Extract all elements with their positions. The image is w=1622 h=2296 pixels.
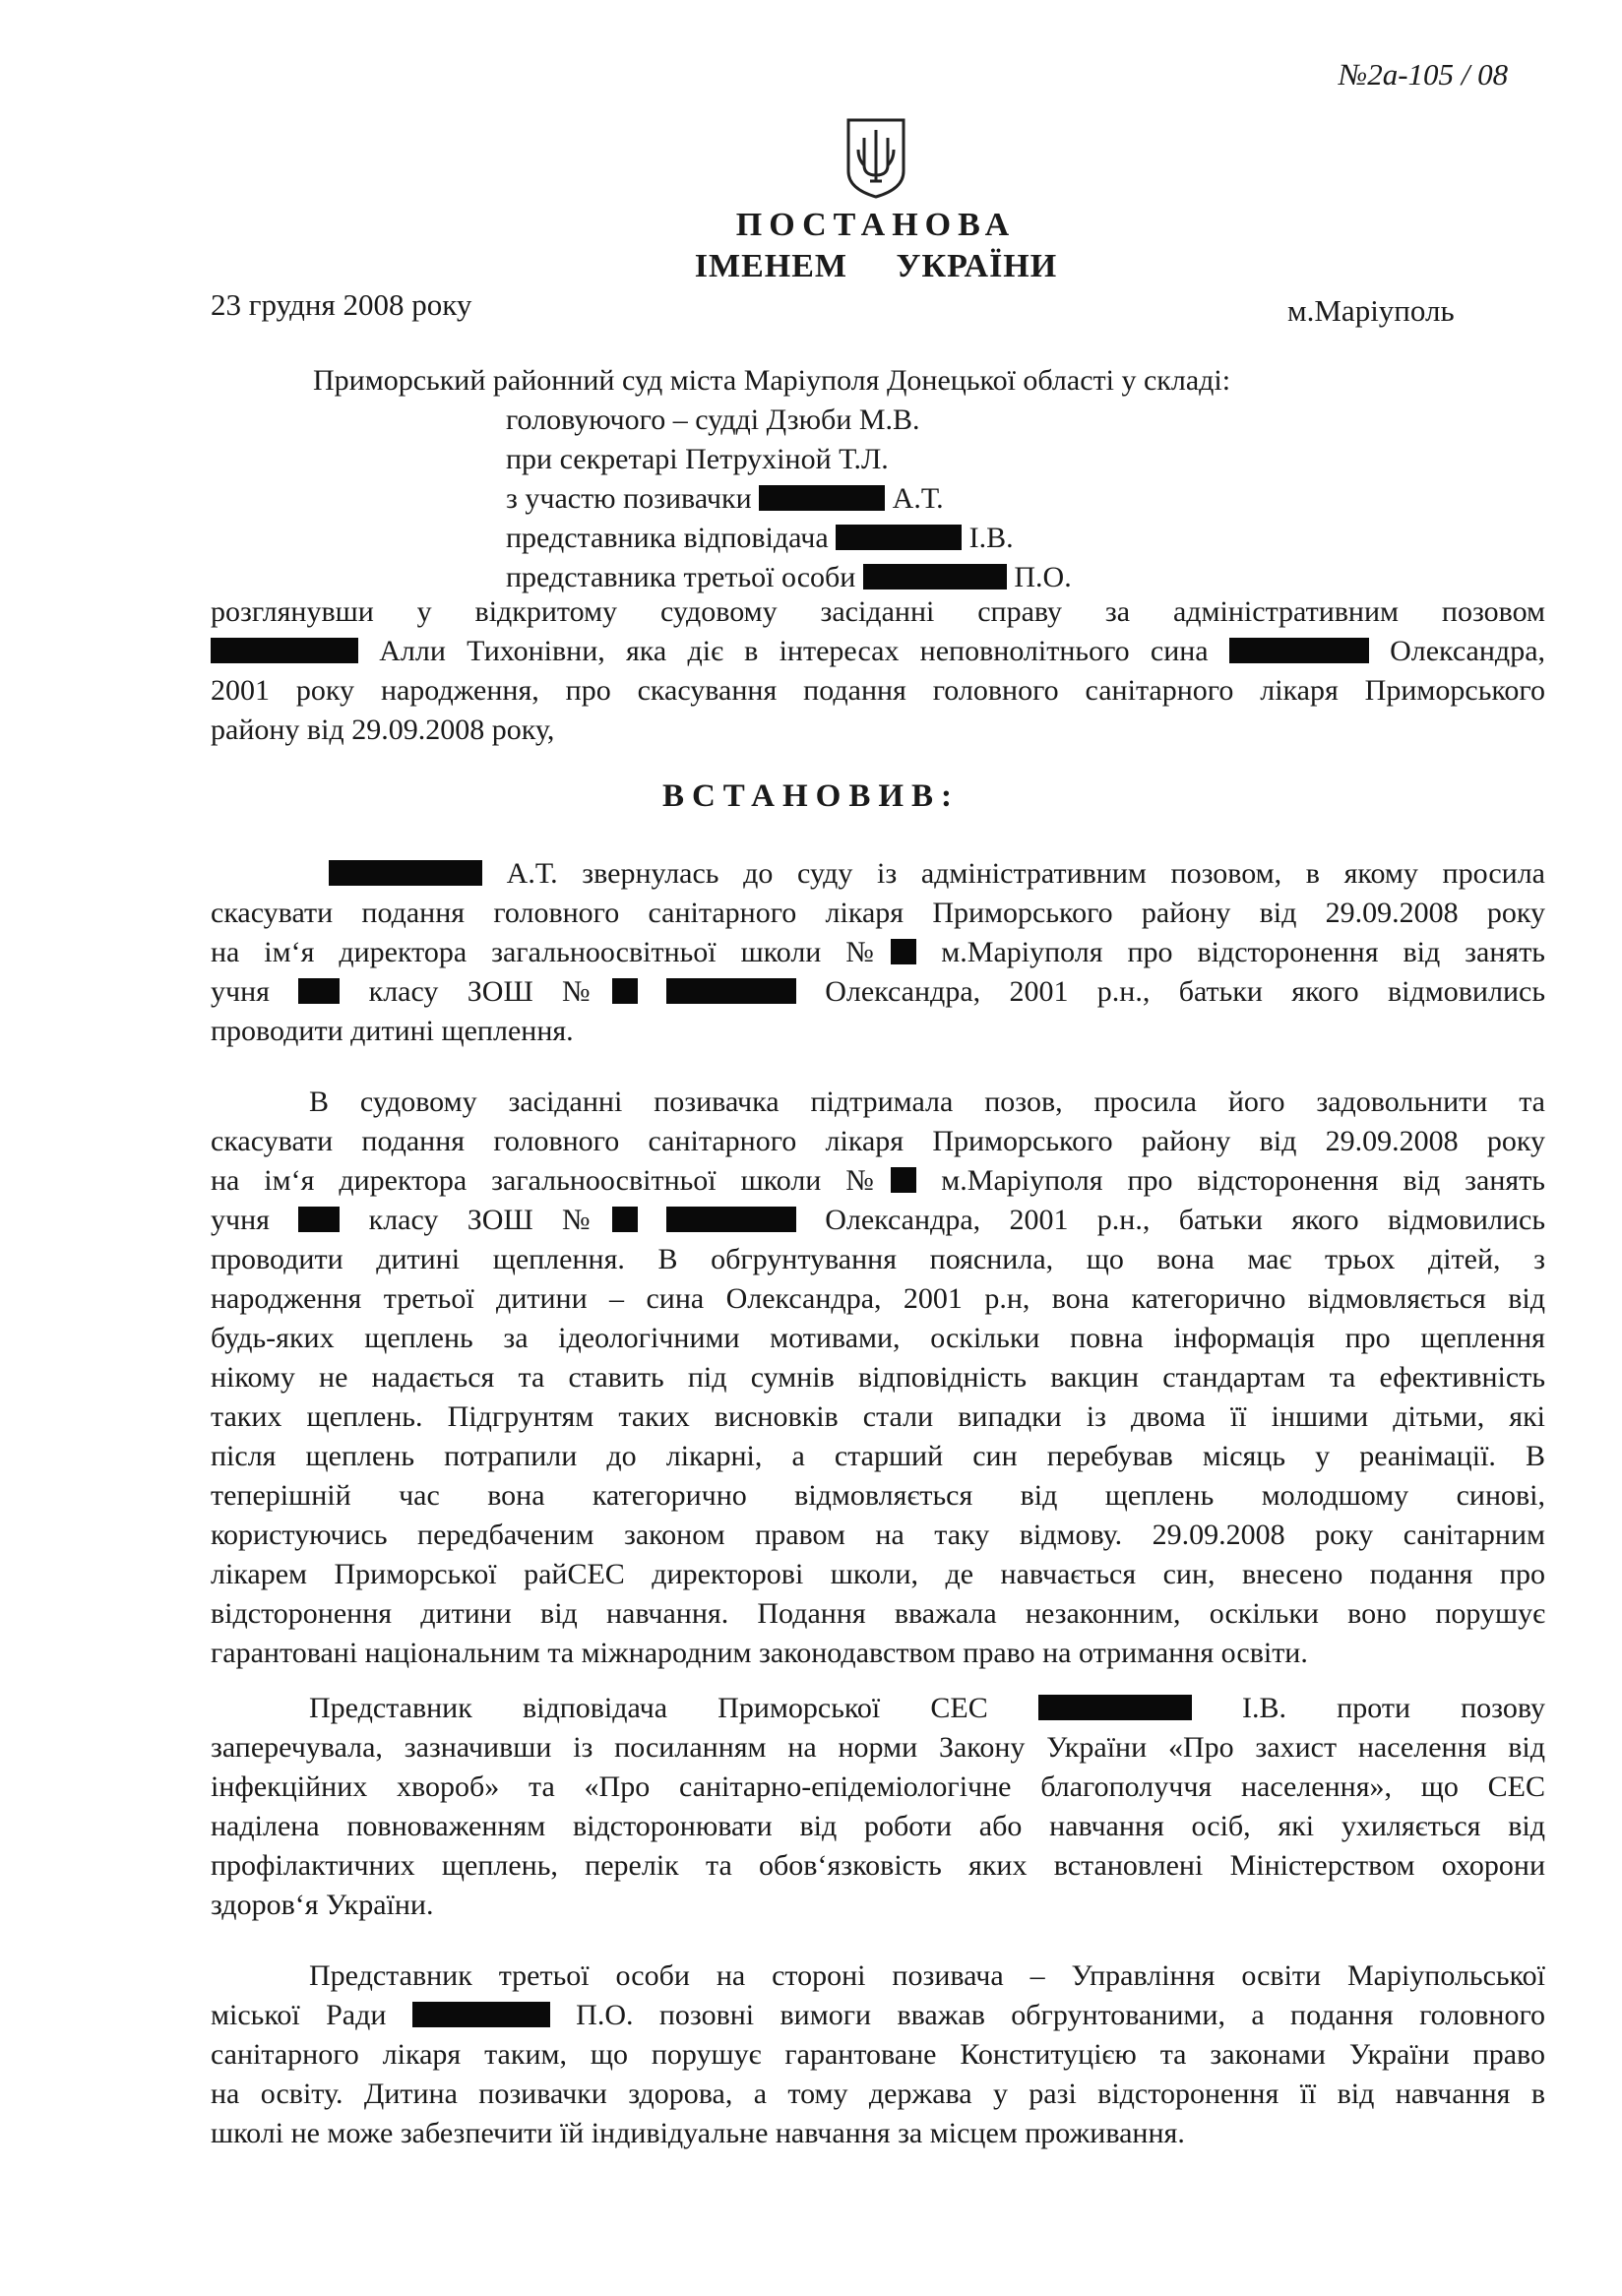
intro-paragraph bbox=[211, 592, 1545, 750]
paragraph-text: Представник відповідача Приморської СЕС bbox=[309, 1692, 988, 1724]
redaction-block bbox=[412, 2002, 550, 2027]
paragraph-text: класу ЗОШ № bbox=[368, 975, 612, 1008]
paragraph-line: на освіту. Дитина позивачки здорова, а тому держава у разі відсторонення її від навчання в bbox=[211, 2078, 1545, 2110]
paragraph-text: учня bbox=[211, 1204, 270, 1236]
plaintiff-prefix: з участю позивачки bbox=[506, 482, 752, 515]
intro-line: 2001 року народження, про скасування подання головного санітарного лікаря Приморського bbox=[211, 674, 1545, 707]
redaction-block bbox=[863, 564, 1007, 590]
paragraph-line bbox=[211, 933, 1545, 972]
paragraph-line: таких щеплень. Підгрунтям таких висновків стали випадки із двома її іншими дітьми, які bbox=[211, 1400, 1545, 1433]
paragraph-line: заперечувала, зазначивши із посиланням на норми Закону України «Про захист населення від bbox=[211, 1731, 1545, 1764]
paragraph-line: наділена повноваженням відсторонювати від роботи або навчання осіб, які ухиляється від bbox=[211, 1810, 1545, 1842]
redaction-block bbox=[891, 1167, 916, 1193]
ruling-city: м.Маріуполь bbox=[1287, 293, 1455, 328]
third-party-initials: П.О. bbox=[1014, 561, 1072, 593]
paragraph-text: учня bbox=[211, 975, 270, 1008]
redaction-block bbox=[329, 860, 482, 886]
third-party-line bbox=[506, 558, 1072, 597]
redaction-block bbox=[891, 939, 916, 964]
paragraph-text: Олександра, 2001 р.н., батьки якого відмовились bbox=[825, 975, 1546, 1008]
paragraph-line: відсторонення дитини від навчання. Подання вважала незаконним, оскільки воно порушує bbox=[211, 1597, 1545, 1630]
paragraph-line: школі не може забезпечити їй індивідуальне навчання за місцем проживання. bbox=[211, 2117, 1185, 2149]
ruling-date: 23 грудня 2008 року bbox=[211, 287, 472, 322]
redaction-block bbox=[298, 978, 340, 1004]
paragraph-line: народження третьої дитини – сина Олександра, 2001 р.н, вона категорично відмовляється від bbox=[211, 1282, 1545, 1315]
paragraph-line: інфекційних хвороб» та «Про санітарно-епідеміологічне благополуччя населення», що СЕС bbox=[211, 1770, 1545, 1803]
paragraph-line: гарантовані національним та міжнародним законодавством право на отримання освіти. bbox=[211, 1637, 1308, 1669]
trident-emblem-icon bbox=[844, 116, 907, 199]
defendant-prefix: представника відповідача bbox=[506, 522, 829, 554]
paragraph-line bbox=[211, 1161, 1545, 1201]
paragraph-line: нікому не надається та ставить під сумнів відповідність вакцин стандартам та ефективність bbox=[211, 1361, 1545, 1394]
intro-text: Алли Тихонівни, яка діє в інтересах неповнолітнього сина bbox=[379, 635, 1209, 667]
paragraph-line: після щеплень потрапили до лікарні, а старший син перебував місяць у реанімації. В bbox=[211, 1440, 1545, 1472]
paragraph-line: Представник третьої особи на стороні позивача – Управління освіти Маріупольської bbox=[309, 1959, 1545, 1992]
paragraph-text: міської Ради bbox=[211, 1999, 387, 2031]
paragraph-text: проти позову bbox=[1337, 1692, 1546, 1724]
intro-line: району від 29.09.2008 року, bbox=[211, 714, 555, 746]
redaction-block bbox=[612, 978, 638, 1004]
redaction-block bbox=[666, 978, 796, 1004]
paragraph-4 bbox=[211, 1956, 1545, 2153]
paragraph-line: скасувати подання головного санітарного лікаря Приморського району від 29.09.2008 року bbox=[211, 897, 1545, 929]
paragraph-line bbox=[211, 972, 1545, 1012]
document-subtitle: ІМЕНЕМ УКРАЇНИ bbox=[694, 248, 1058, 284]
paragraph-text: на ім‘я директора загальноосвітньої школи № bbox=[211, 1164, 892, 1197]
paragraph-text: класу ЗОШ № bbox=[368, 1204, 612, 1236]
paragraph-line bbox=[211, 1689, 1545, 1728]
intro-line bbox=[211, 632, 1545, 671]
intro-text: Олександра, bbox=[1390, 635, 1546, 667]
redaction-block bbox=[836, 525, 962, 550]
paragraph-line: здоров‘я України. bbox=[211, 1889, 434, 1921]
redaction-block bbox=[298, 1207, 340, 1232]
paragraph-line: В судовому засіданні позивачка підтримала позов, просила його задовольнити та bbox=[309, 1086, 1545, 1118]
section-heading: ВСТАНОВИВ: bbox=[661, 778, 961, 814]
redaction-block bbox=[211, 638, 358, 663]
paragraph-line: проводити дитині щеплення. bbox=[211, 1015, 574, 1047]
redaction-block bbox=[759, 485, 885, 511]
paragraph-line bbox=[211, 854, 1545, 894]
plaintiff-initials: А.Т. bbox=[892, 482, 944, 515]
paragraph-line: будь-яких щеплень за ідеологічними мотивами, оскільки повна інформація про щеплення bbox=[211, 1322, 1545, 1354]
redaction-block bbox=[1038, 1695, 1192, 1720]
paragraph-text: м.Маріуполя про відсторонення від занять bbox=[941, 936, 1545, 968]
paragraph-line bbox=[211, 1996, 1545, 2035]
paragraph-line bbox=[211, 1201, 1545, 1240]
paragraph-line: профілактичних щеплень, перелік та обов‘язковість яких встановлені Міністерством охорони bbox=[211, 1849, 1545, 1882]
paragraph-line: проводити дитині щеплення. В обгрунтування пояснила, що вона має трьох дітей, з bbox=[211, 1243, 1545, 1275]
paragraph-line: санітарного лікаря таким, що порушує гарантоване Конституцією та законами України право bbox=[211, 2038, 1545, 2071]
paragraph-text: І.В. bbox=[1242, 1692, 1287, 1724]
court-composition: Приморський районний суд міста Маріуполя Донецької області у складі: bbox=[313, 364, 1231, 397]
paragraph-text: А.Т. звернулась до суду із адміністративним позовом, в якому просила bbox=[506, 857, 1545, 890]
secretary-line: при секретарі Петрухіной Т.Л. bbox=[506, 443, 889, 475]
defendant-initials: І.В. bbox=[968, 522, 1014, 554]
redaction-block bbox=[666, 1207, 796, 1232]
redaction-block bbox=[1229, 638, 1369, 663]
third-party-prefix: представника третьої особи bbox=[506, 561, 856, 593]
intro-line: розглянувши у відкритому судовому засіданні справу за адміністративним позовом bbox=[211, 595, 1545, 628]
redaction-block bbox=[612, 1207, 638, 1232]
document-title: ПОСТАНОВА bbox=[735, 207, 1017, 243]
paragraph-line: теперішній час вона категорично відмовляється від щеплень молодшому синові, bbox=[211, 1479, 1545, 1512]
paragraph-text: м.Маріуполя про відсторонення від занять bbox=[941, 1164, 1545, 1197]
paragraph-3 bbox=[211, 1689, 1545, 1925]
paragraph-text: на ім‘я директора загальноосвітньої школи № bbox=[211, 936, 892, 968]
paragraph-1 bbox=[211, 854, 1545, 1051]
plaintiff-line bbox=[506, 479, 944, 519]
defendant-line bbox=[506, 519, 1014, 558]
paragraph-text: П.О. позовні вимоги вважав обгрунтованими, а подання головного bbox=[576, 1999, 1545, 2031]
judge-line: головуючого – судді Дзюби М.В. bbox=[506, 403, 920, 436]
paragraph-line: лікарем Приморської райСЕС директорові школи, де навчається син, внесено подання про bbox=[211, 1558, 1545, 1590]
paragraph-text: Олександра, 2001 р.н., батьки якого відмовились bbox=[825, 1204, 1546, 1236]
paragraph-line: скасувати подання головного санітарного лікаря Приморського району від 29.09.2008 року bbox=[211, 1125, 1545, 1157]
case-number: №2а-105 / 08 bbox=[1339, 57, 1509, 92]
paragraph-line: користуючись передбаченим законом правом на таку відмову. 29.09.2008 року санітарним bbox=[211, 1519, 1545, 1551]
paragraph-2 bbox=[211, 1083, 1545, 1673]
